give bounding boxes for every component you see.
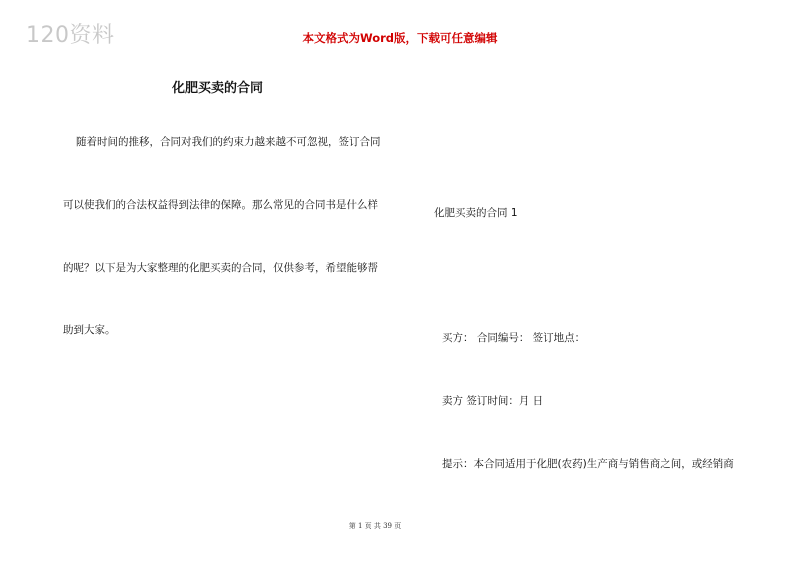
page-number: 第 1 页 共 39 页 [348, 522, 402, 530]
seller-line: 卖方 签订时间：月 日 [442, 395, 544, 407]
format-banner: 本文格式为Word版，下载可任意编辑 [302, 31, 498, 45]
hint-line: 提示：本合同适用于化肥(农药)生产商与销售商之间，或经销商 [442, 458, 734, 470]
intro-line-3: 的呢？以下是为大家整理的化肥买卖的合同，仅供参考，希望能够帮 [63, 262, 378, 274]
document-title: 化肥买卖的合同 [172, 81, 264, 96]
section-title: 化肥买卖的合同 1 [434, 207, 518, 219]
watermark-logo: 120资料 [26, 23, 115, 48]
intro-line-2: 可以使我们的合法权益得到法律的保障。那么常见的合同书是什么样 [63, 199, 378, 211]
intro-line-1: 随着时间的推移，合同对我们的约束力越来越不可忽视，签订合同 [76, 136, 381, 148]
intro-line-4: 助到大家。 [63, 324, 116, 336]
buyer-line: 买方： 合同编号： 签订地点： [442, 332, 586, 344]
